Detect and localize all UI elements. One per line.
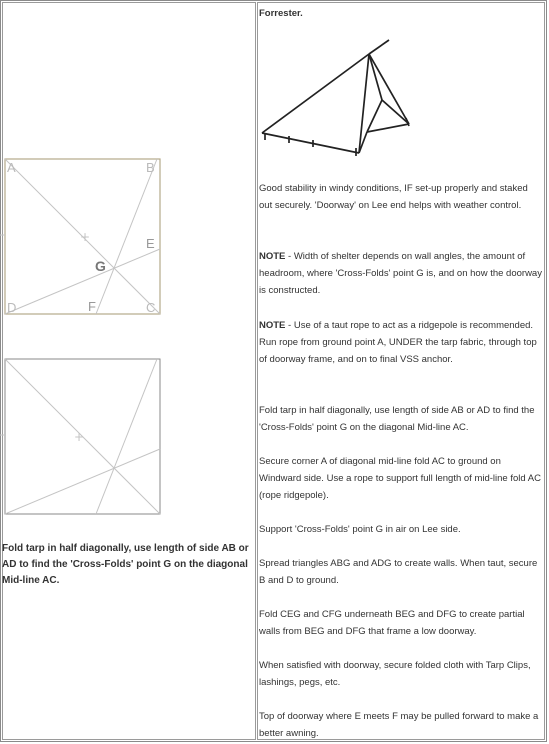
fold-diagram-labeled — [0, 155, 166, 320]
paragraph-4: Fold tarp in half diagonally, use length of side AB or AD to find the 'Cross-Folds' point G on the diagonal Mid-line AC. — [259, 405, 535, 433]
shelter-title: Forrester. — [259, 8, 303, 19]
paragraph-8: Fold CEG and CFG underneath BEG and DFG to create partial walls from BEG and DFG that frame a low doorway. — [259, 609, 525, 637]
paragraph-5: Secure corner A of diagonal mid-line fold AC to ground on Windward side. Use a rope to support full length of mid-line fold AC (rope ridgepole). — [259, 456, 541, 501]
fold-diagram-unlabeled — [0, 355, 166, 520]
paragraph-9: When satisfied with doorway, secure folded cloth with Tarp Clips, lashings, pegs, etc. — [259, 660, 531, 688]
label-g: G — [95, 258, 106, 274]
paragraph-10: Top of doorway where E meets F may be pulled forward to make a better awning. — [259, 711, 539, 739]
label-d: D — [7, 300, 17, 315]
label-f: F — [88, 299, 96, 314]
label-a: A — [7, 160, 16, 175]
paragraph-2: NOTE - Width of shelter depends on wall angles, the amount of headroom, where 'Cross-Folds' point G is, and on how the doorway is constructed. — [259, 251, 542, 296]
label-e: E — [146, 236, 155, 251]
svg-text:+: + — [74, 430, 85, 444]
paragraph-6: Support 'Cross-Folds' point G in air on Lee side. — [259, 524, 461, 535]
fold-diagram-unlabeled-svg — [0, 355, 166, 520]
paragraph-3: NOTE - Use of a taut rope to act as a ridgepole is recommended. Run rope from ground point A, UNDER the tarp fabric, through top of doorway frame, and on to final VSS anchor. — [259, 320, 537, 365]
left-caption: Fold tarp in half diagonally, use length of side AB or AD to find the 'Cross-Folds' point G on the diagonal Mid-line AC. — [2, 543, 249, 586]
paragraph-7: Spread triangles ABG and ADG to create walls. When taut, secure B and D to ground. — [259, 558, 538, 586]
fold-diagram-labeled-svg — [0, 155, 166, 320]
forrester-shelter-diagram — [259, 36, 419, 166]
svg-text:+: + — [80, 230, 91, 244]
label-c: C — [146, 300, 156, 315]
label-b: B — [146, 160, 155, 175]
forrester-shelter-svg — [259, 36, 419, 161]
paragraph-1: Good stability in windy conditions, IF set-up properly and staked out securely. 'Doorway' on Lee end helps with weather control. — [259, 183, 528, 211]
